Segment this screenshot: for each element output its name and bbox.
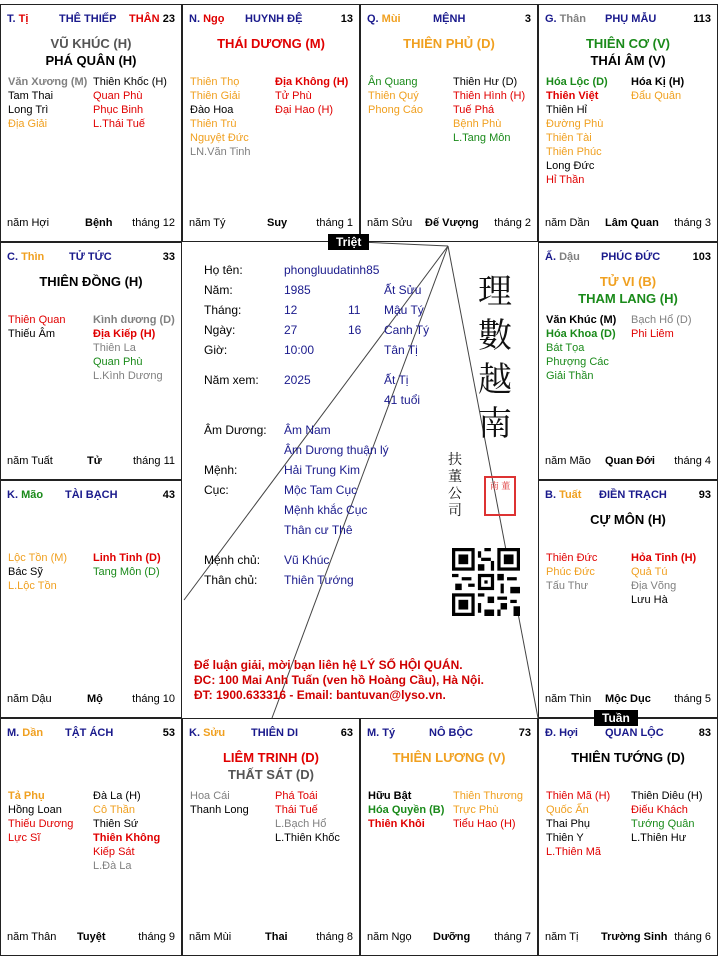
minor-star: Tiểu Hao (H) — [453, 818, 516, 830]
value-thang-am: 11 — [348, 303, 361, 317]
minor-star: Đà La (H) — [93, 790, 141, 802]
palace-branch: Ngọ — [203, 13, 225, 25]
footer-year: năm Ngọ — [367, 931, 412, 943]
minor-star: LN.Văn Tinh — [190, 146, 251, 158]
minor-star: Bạch Hổ (D) — [631, 314, 692, 326]
footer-month: tháng 12 — [132, 217, 175, 229]
minor-star: Bát Tọa — [546, 342, 585, 354]
label-menh: Mệnh: — [204, 463, 238, 477]
footer-month: tháng 8 — [316, 931, 353, 943]
minor-star: Đẩu Quân — [631, 90, 682, 102]
minor-star: L.Kình Dương — [93, 370, 163, 382]
callig-side-2: 董 — [448, 469, 462, 485]
minor-star: Thiên Phúc — [546, 146, 602, 158]
callig-char-4: 南 — [478, 404, 512, 444]
footer-year: năm Dậu — [7, 693, 52, 705]
label-am-duong: Âm Dương: — [204, 423, 267, 437]
footer-month: tháng 3 — [674, 217, 711, 229]
footer-year: năm Thân — [7, 931, 57, 943]
minor-star: L.Thiên Mã — [546, 846, 602, 858]
minor-star: Địa Giải — [8, 118, 48, 130]
value-nam-xem: 2025 — [284, 373, 311, 387]
triet-tag: Triệt — [328, 234, 369, 250]
label-thang: Tháng: — [204, 303, 242, 317]
label-ho-ten: Họ tên: — [204, 263, 243, 277]
minor-star: Địa Không (H) — [275, 76, 349, 88]
minor-star: L.Lộc Tồn — [8, 580, 57, 592]
palace-name: TỬ TỨC — [69, 251, 112, 263]
footer-month: tháng 5 — [674, 693, 711, 705]
callig-char-1: 理 — [478, 272, 512, 312]
minor-star: Lưu Hà — [631, 594, 668, 606]
value-gio: 10:00 — [284, 343, 315, 357]
palace-branch: Thân — [559, 13, 586, 25]
value-ngay: 27 — [284, 323, 298, 337]
label-menh-chu: Mệnh chủ: — [204, 553, 261, 567]
palace-number: 33 — [162, 251, 175, 263]
minor-star: Long Đức — [546, 160, 595, 172]
label-nam: Năm: — [204, 283, 233, 297]
callig-side-1: 扶 — [448, 452, 462, 468]
palace-can: K. — [189, 727, 204, 739]
minor-star: Thiên Y — [546, 832, 584, 844]
palace-name: THIÊN DI — [251, 727, 299, 739]
footer-stage: Quan Đới — [605, 455, 655, 467]
minor-star: Phi Liêm — [631, 328, 674, 340]
minor-star: Hỏa Tinh (H) — [631, 552, 697, 564]
footer-year: năm Tý — [189, 217, 226, 229]
minor-star: Thái Tuế — [275, 804, 318, 816]
palace-number: 63 — [340, 727, 353, 739]
palace-than-marker: THÂN — [129, 13, 160, 25]
main-star: THÁI ÂM (V) — [590, 53, 666, 68]
footer-stage: Tử — [87, 455, 102, 467]
palace-number: 93 — [698, 489, 711, 501]
value-gio-can: Tân Tị — [384, 343, 418, 357]
minor-star: Điếu Khách — [631, 804, 688, 816]
seal-stamp: 南 董 — [484, 476, 516, 516]
palace-branch: Mùi — [381, 13, 401, 25]
minor-star: Thiên Đức — [546, 552, 598, 564]
minor-star: Lộc Tồn (M) — [8, 552, 68, 564]
footer-month: tháng 7 — [494, 931, 531, 943]
palace-branch: Mão — [21, 489, 44, 501]
main-star: PHÁ QUÂN (H) — [45, 53, 137, 68]
footer-stage: Dưỡng — [433, 931, 471, 943]
footer-stage: Trường Sinh — [601, 931, 668, 943]
minor-star: Văn Xương (M) — [8, 76, 88, 88]
palace-number: 73 — [518, 727, 531, 739]
footer-stage: Suy — [267, 217, 288, 229]
value-cuc-2: Mệnh khắc Cục — [284, 503, 368, 517]
minor-star: Thiếu Dương — [8, 818, 74, 830]
palace-number: 83 — [698, 727, 711, 739]
info-values-2 — [284, 420, 389, 590]
palace-can: M. — [7, 727, 23, 739]
palace-number: 53 — [162, 727, 175, 739]
palace-branch: Tuất — [559, 489, 582, 501]
callig-side-3: 公 — [448, 486, 462, 502]
footer-year: năm Mão — [545, 455, 591, 467]
palace-number: 3 — [524, 13, 531, 25]
contact-line-1: Để luận giải, mời bạn liên hệ LÝ SỐ HỘI QUÁN. — [194, 658, 463, 672]
palace-can: C. — [7, 251, 22, 263]
palace-can: Ấ. — [545, 251, 560, 263]
main-star: CỰ MÔN (H) — [590, 512, 666, 527]
value-am-duong-2: Âm Dương thuận lý — [284, 443, 389, 457]
info-can-chi — [384, 280, 429, 410]
palace-branch: Hợi — [559, 727, 578, 739]
footer-month: tháng 10 — [132, 693, 175, 705]
minor-star: Tướng Quân — [631, 818, 695, 830]
main-star: LIÊM TRINH (D) — [222, 750, 320, 765]
minor-star: Phượng Các — [546, 356, 609, 368]
label-ngay: Ngày: — [204, 323, 236, 337]
minor-star: Văn Khúc (M) — [546, 314, 617, 326]
palace-can: M. — [367, 727, 383, 739]
minor-star: Thiên Không — [93, 832, 161, 844]
value-thang: 12 — [284, 303, 298, 317]
palace-can: Đ. — [545, 727, 560, 739]
minor-star: Thiên La — [93, 342, 136, 354]
minor-star: Thiên Sứ — [93, 818, 139, 830]
footer-month: tháng 9 — [138, 931, 175, 943]
palace-name: NÔ BỘC — [429, 727, 473, 739]
callig-char-2: 數 — [478, 316, 512, 356]
footer-stage: Đế Vượng — [425, 217, 479, 229]
palace-name: QUAN LỘC — [605, 727, 664, 739]
tuan-tag: Tuần — [594, 710, 638, 726]
minor-star: Kình dương (D) — [93, 314, 175, 326]
minor-star: Tam Thai — [8, 90, 54, 102]
minor-star: Linh Tinh (D) — [93, 552, 161, 564]
palace-name: HUYNH ĐỆ — [245, 13, 303, 25]
minor-star: Tấu Thư — [546, 580, 589, 592]
minor-star: Thiên Mã (H) — [546, 790, 611, 802]
minor-star: Thiên Giải — [190, 90, 241, 102]
footer-month: tháng 2 — [494, 217, 531, 229]
value-cuc-3: Thân cư Thê — [284, 523, 353, 537]
palace-branch: Tị — [18, 13, 29, 25]
value-nam: 1985 — [284, 283, 311, 297]
footer-stage: Thai — [265, 931, 288, 943]
minor-star: Tả Phụ — [8, 790, 45, 802]
footer-month: tháng 11 — [132, 455, 175, 467]
minor-star: Thiên Khôi — [368, 818, 425, 830]
minor-star: Giải Thần — [546, 370, 594, 382]
info-labels — [204, 260, 259, 390]
minor-star: Hỉ Thần — [546, 174, 585, 186]
callig-side-4: 司 — [448, 503, 462, 519]
minor-star: L.Thiên Khốc — [275, 832, 340, 844]
footer-year: năm Thìn — [545, 693, 592, 705]
minor-star: Đào Hoa — [190, 104, 234, 116]
palace-can: N. — [189, 13, 204, 25]
footer-stage: Mộc Dục — [605, 693, 651, 705]
label-than-chu: Thân chủ: — [204, 573, 258, 587]
palace-can: B. — [545, 489, 560, 501]
palace-branch: Dần — [22, 727, 44, 739]
palace-number: 13 — [340, 13, 353, 25]
value-nam-xem-can: Ất Tị — [384, 373, 409, 387]
minor-star: Lực Sĩ — [8, 832, 41, 844]
palace-name: ĐIỀN TRẠCH — [599, 489, 667, 501]
value-thang-can: Mậu Tý — [384, 303, 424, 317]
footer-year: năm Dần — [545, 217, 590, 229]
minor-star: Hoa Cái — [190, 790, 230, 802]
minor-star: Thiên Hư (D) — [453, 76, 518, 88]
palace-name: PHÚC ĐỨC — [601, 251, 661, 263]
qr-code[interactable] — [452, 548, 520, 616]
value-ngay-am: 16 — [348, 323, 362, 337]
minor-star: Địa Kiếp (H) — [93, 328, 156, 340]
value-menh: Hải Trung Kim — [284, 463, 361, 477]
minor-star: L.Tang Môn — [453, 132, 511, 144]
minor-star: Thiếu Âm — [8, 328, 56, 340]
info-values — [284, 260, 379, 390]
footer-year: năm Mùi — [189, 931, 232, 943]
minor-star: Hóa Quyền (B) — [368, 804, 445, 816]
contact-line-3: ĐT: 1900.633316 - Email: bantuvan@lyso.vn. — [194, 688, 446, 702]
palace-can: Q. — [367, 13, 382, 25]
main-star: TỬ VI (B) — [599, 274, 657, 289]
minor-star: L.Thiên Hư — [631, 832, 687, 844]
value-nam-can: Ất Sửu — [384, 283, 422, 297]
minor-star: Đường Phù — [546, 118, 604, 130]
footer-month: tháng 1 — [316, 217, 353, 229]
label-nam-xem: Năm xem: — [204, 373, 259, 387]
palace-can: G. — [545, 13, 560, 25]
minor-star: Cô Thần — [93, 804, 135, 816]
minor-star: Thiên Hỉ — [546, 104, 587, 116]
value-tuoi: 41 tuổi — [384, 393, 421, 407]
minor-star: Đại Hao (H) — [275, 104, 334, 116]
palace-number: 43 — [162, 489, 175, 501]
value-cuc: Mộc Tam Cục — [284, 483, 358, 497]
palace-number: 23 — [162, 13, 175, 25]
info-lunar — [348, 300, 361, 340]
minor-star: Thiên Việt — [546, 90, 599, 102]
contact-line-2: ĐC: 100 Mai Anh Tuấn (ven hồ Hoàng Cầu), Hà Nội. — [194, 673, 485, 687]
minor-star: Thiên Quý — [368, 90, 419, 102]
value-ngay-can: Canh Tý — [384, 323, 430, 337]
contact-block — [194, 658, 484, 703]
minor-star: Tử Phù — [275, 90, 312, 102]
minor-star: L.Thái Tuế — [93, 118, 145, 130]
minor-star: Thiên Thọ — [190, 76, 240, 88]
minor-star: Tuế Phá — [453, 104, 495, 116]
palace-name: PHỤ MẪU — [605, 13, 657, 25]
callig-char-3: 越 — [478, 360, 512, 400]
minor-star: Nguyệt Đức — [190, 132, 249, 144]
footer-year: năm Tị — [545, 931, 579, 943]
main-star: THIÊN LƯƠNG (V) — [392, 750, 506, 765]
palace-name: MỆNH — [433, 13, 466, 25]
palace-can: T. — [7, 13, 19, 25]
minor-star: Quốc Ấn — [546, 804, 589, 816]
main-star: THẤT SÁT (D) — [228, 767, 314, 782]
minor-star: Thiên Diêu (H) — [631, 790, 703, 802]
minor-star: Thanh Long — [190, 804, 249, 816]
footer-month: tháng 4 — [674, 455, 711, 467]
minor-star: Long Trì — [8, 104, 49, 116]
main-star: THIÊN ĐỒNG (H) — [39, 274, 143, 289]
value-am-duong: Âm Nam — [284, 423, 331, 437]
footer-stage: Lâm Quan — [605, 217, 659, 229]
minor-star: Phục Binh — [93, 104, 144, 116]
value-than-chu: Thiên Tướng — [284, 573, 354, 587]
footer-year: năm Tuất — [7, 455, 53, 467]
minor-star: Quan Phù — [93, 90, 143, 102]
footer-stage: Mộ — [87, 693, 103, 705]
palace-branch: Thìn — [21, 251, 45, 263]
minor-star: Hóa Lộc (D) — [546, 76, 608, 88]
minor-star: Phong Cáo — [368, 104, 424, 116]
minor-star: Ân Quang — [368, 76, 418, 88]
footer-stage: Tuyệt — [77, 931, 106, 943]
minor-star: Phá Toái — [275, 790, 318, 802]
minor-star: L.Bạch Hổ — [275, 818, 327, 830]
main-star: THIÊN TƯỚNG (D) — [571, 750, 685, 765]
palace-number: 103 — [692, 251, 711, 263]
minor-star: Hóa Kị (H) — [631, 76, 685, 88]
info-labels-2 — [204, 420, 267, 590]
minor-star: Kiếp Sát — [93, 846, 135, 858]
palace-number: 113 — [693, 13, 711, 25]
palace-name: TẬT ÁCH — [65, 727, 114, 739]
minor-star: Tang Môn (D) — [93, 566, 160, 578]
palace-branch: Tý — [382, 727, 396, 739]
minor-star: Thai Phụ — [546, 818, 591, 830]
minor-star: Hồng Loan — [8, 804, 62, 816]
label-gio: Giờ: — [204, 343, 228, 357]
minor-star: Quả Tú — [631, 566, 668, 578]
minor-star: Hóa Khoa (D) — [546, 328, 616, 340]
value-ho-ten: phongluudatinh85 — [284, 263, 380, 277]
footer-month: tháng 6 — [674, 931, 711, 943]
palace-name: THÊ THIẾP — [59, 13, 117, 25]
main-star: THIÊN PHỦ (D) — [403, 36, 495, 51]
minor-star: Thiên Hình (H) — [453, 90, 526, 102]
palace-name: TÀI BẠCH — [65, 489, 118, 501]
minor-star: Thiên Quan — [8, 314, 66, 326]
footer-stage: Bệnh — [85, 217, 113, 229]
label-cuc: Cục: — [204, 483, 229, 497]
palace-can: K. — [7, 489, 22, 501]
footer-year: năm Hợi — [7, 217, 50, 229]
main-star: THIÊN CƠ (V) — [585, 36, 671, 51]
calligraphy-side — [448, 452, 468, 520]
minor-star: Bác Sỹ — [8, 566, 43, 578]
minor-star: Thiên Trù — [190, 118, 237, 130]
footer-year: năm Sửu — [367, 217, 413, 229]
main-star: VŨ KHÚC (H) — [50, 36, 132, 51]
minor-star: Bệnh Phù — [453, 118, 502, 130]
main-star: THAM LANG (H) — [578, 291, 678, 306]
value-menh-chu: Vũ Khúc — [284, 553, 330, 567]
minor-star: L.Đà La — [93, 860, 132, 872]
minor-star: Thiên Thương — [453, 790, 524, 802]
minor-star: Hữu Bật — [368, 790, 412, 802]
minor-star: Thiên Khốc (H) — [93, 76, 167, 88]
palace-branch: Dậu — [559, 251, 580, 263]
minor-star: Trực Phù — [453, 804, 499, 816]
calligraphy-title — [470, 270, 520, 446]
minor-star: Địa Võng — [631, 580, 677, 592]
minor-star: Thiên Tài — [546, 132, 592, 144]
palace-branch: Sửu — [203, 727, 226, 739]
minor-star: Phúc Đức — [546, 566, 595, 578]
main-star: THÁI DƯƠNG (M) — [217, 36, 325, 51]
minor-star: Quan Phù — [93, 356, 143, 368]
